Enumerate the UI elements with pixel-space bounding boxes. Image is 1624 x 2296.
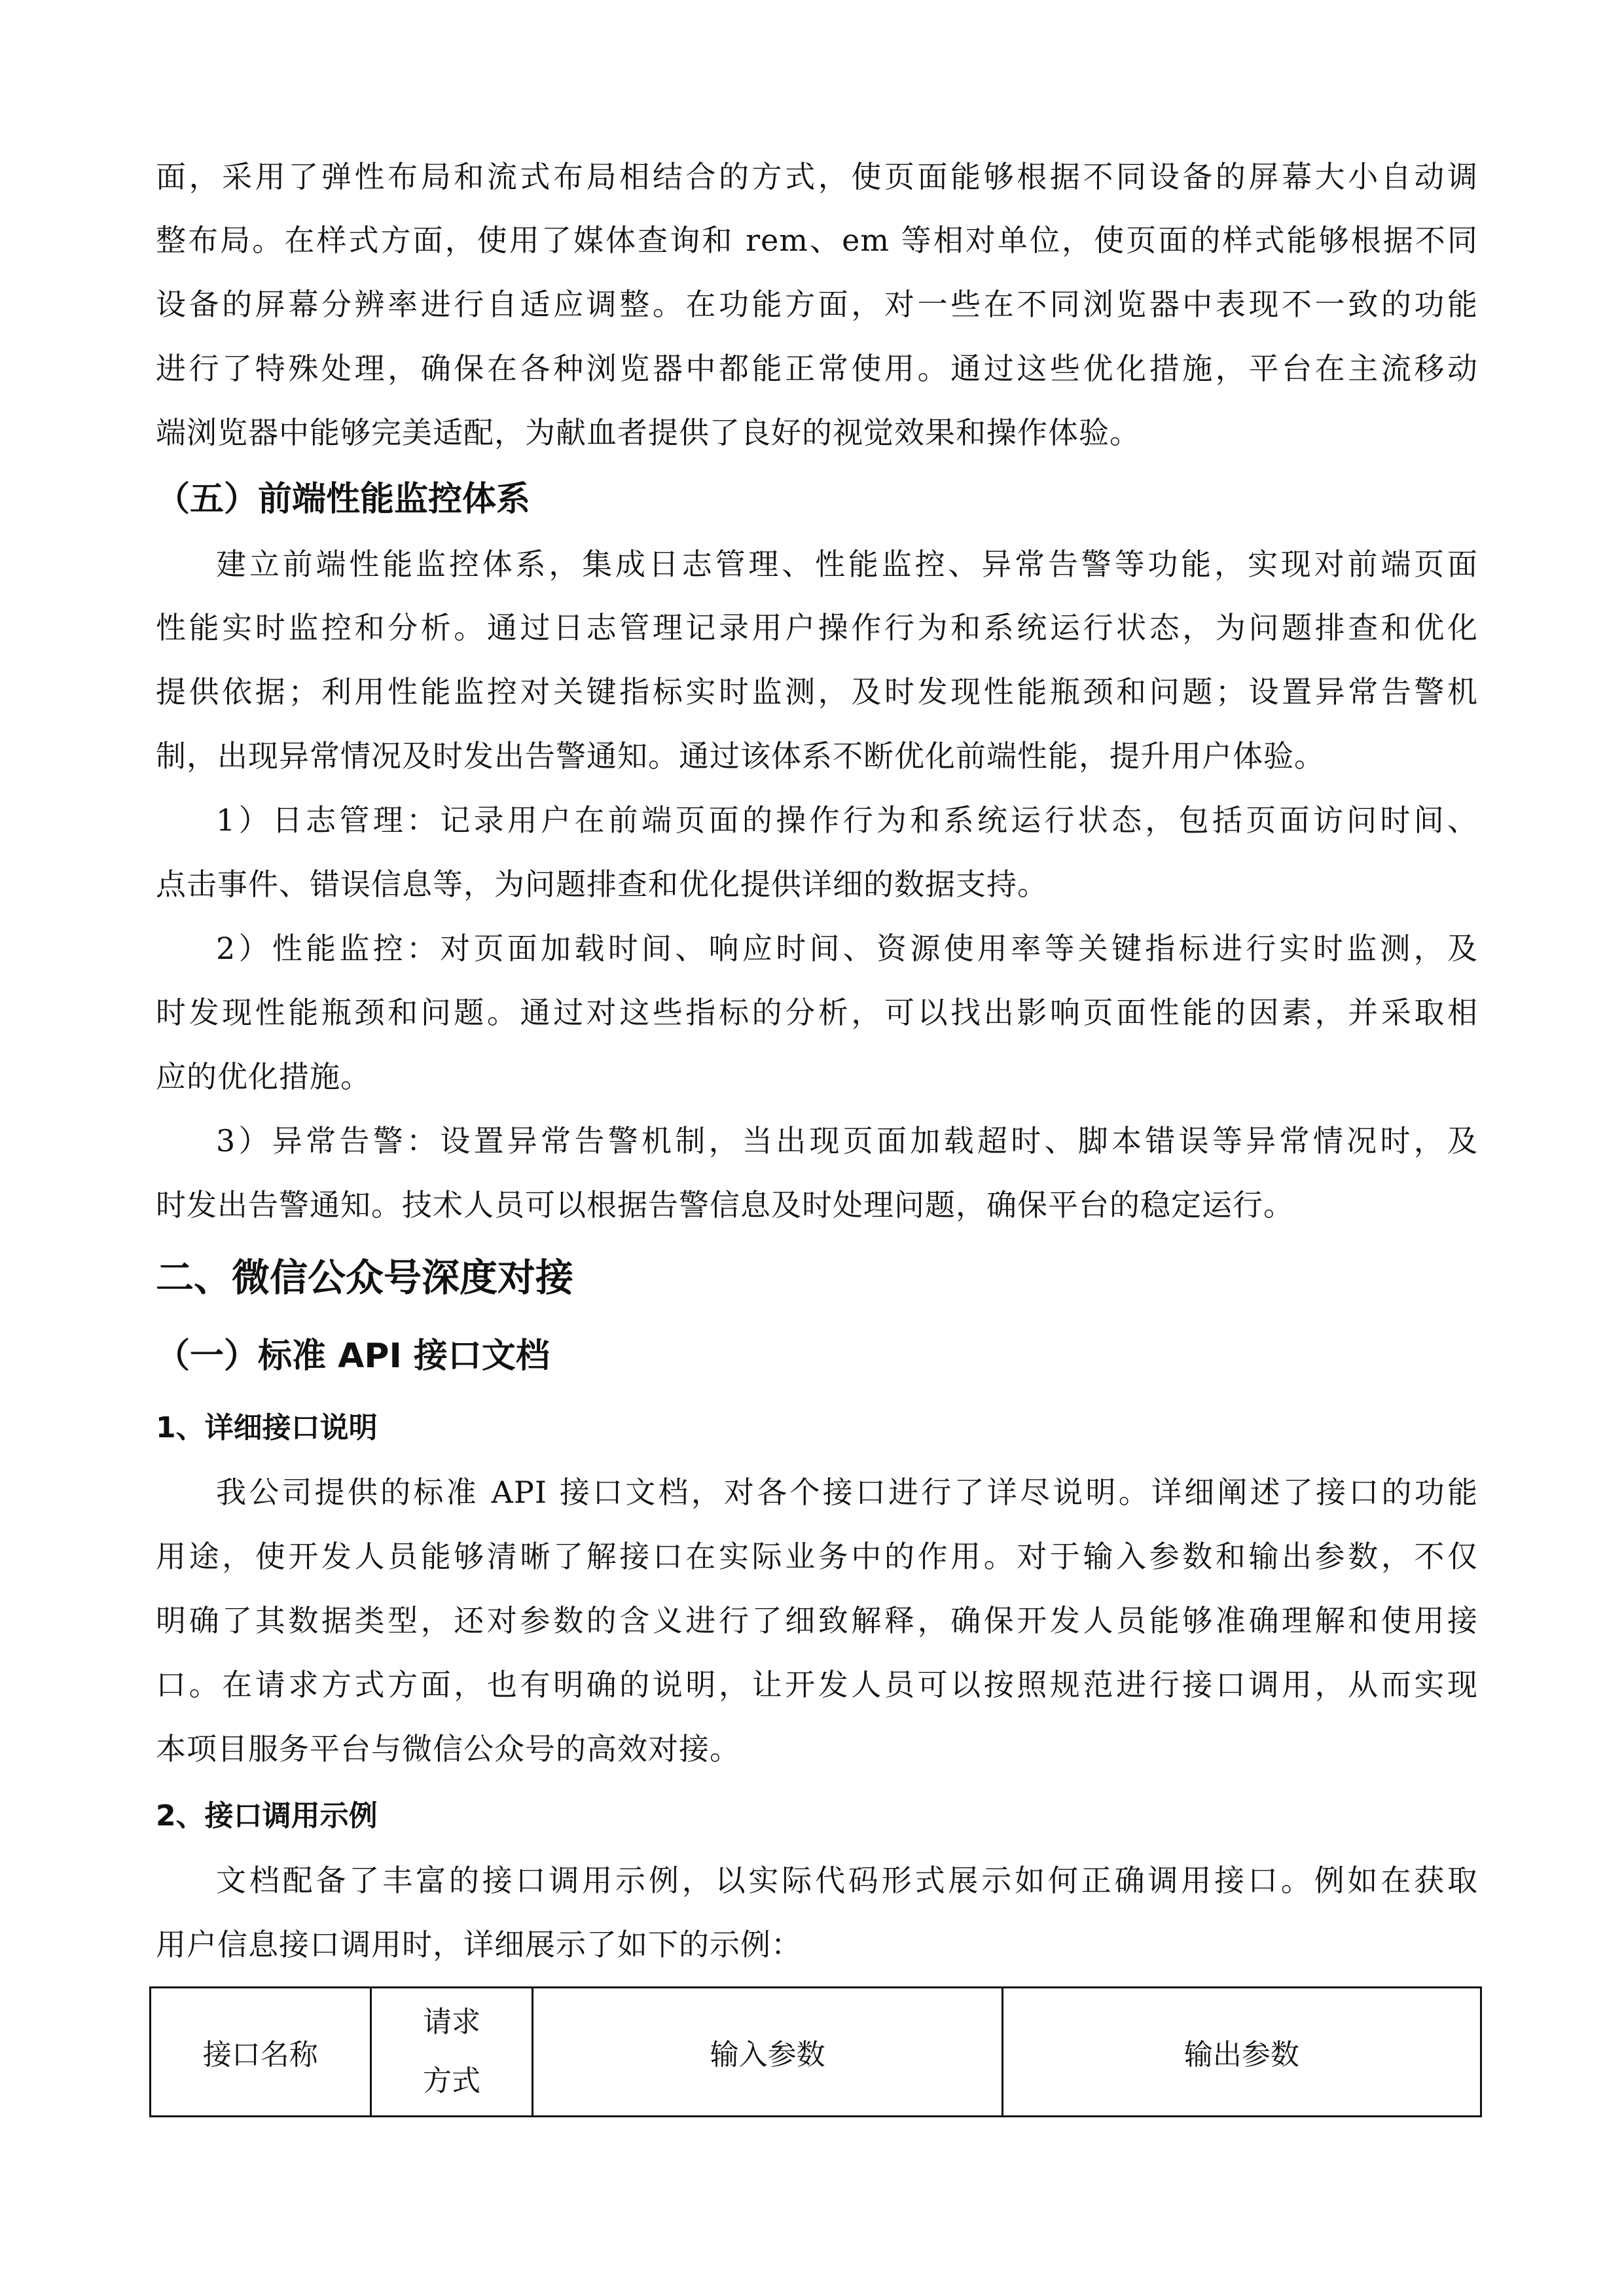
api-para-line-4: 口。在请求方式方面，也有明确的说明，让开发人员可以按照规范进行接口调用，从而实现 — [156, 1667, 1478, 1702]
item2-line-3: 应的优化措施。 — [156, 1059, 371, 1094]
item1-line-2: 点击事件、错误信息等，为问题排查和优化提供详细的数据支持。 — [156, 867, 1048, 902]
intro-line-5: 端浏览器中能够完美适配，为献血者提供了良好的视觉效果和操作体验。 — [156, 415, 1140, 450]
item3-line-2: 时发出告警通知。技术人员可以根据告警信息及时处理问题，确保平台的稳定运行。 — [156, 1187, 1294, 1223]
example-para-line-2: 用户信息接口调用时，详细展示了如下的示例： — [156, 1927, 802, 1962]
subheading-interface-description: 1、详细接口说明 — [156, 1411, 378, 1444]
table-header-method-text: 请求方式 — [423, 2005, 480, 2098]
intro-line-2: 整布局。在样式方面，使用了媒体查询和 rem、em 等相对单位，使页面的样式能够根据不同 — [156, 223, 1478, 258]
section5-para-line-1: 建立前端性能监控体系，集成日志管理、性能监控、异常告警等功能，实现对前端页面 — [216, 547, 1478, 582]
section5-para-line-4: 制，出现异常情况及时发出告警通知。通过该体系不断优化前端性能，提升用户体验。 — [156, 738, 1325, 774]
item3-line-1: 3）异常告警：设置异常告警机制，当出现页面加载超时、脚本错误等异常情况时，及 — [216, 1123, 1478, 1158]
table-header-input: 输入参数 — [533, 1988, 1002, 2117]
item2-line-2: 时发现性能瓶颈和问题。通过对这些指标的分析，可以找出影响页面性能的因素，并采取相 — [156, 995, 1478, 1030]
item1-line-1: 1）日志管理：记录用户在前端页面的操作行为和系统运行状态，包括页面访问时间、 — [216, 802, 1478, 838]
subheading-call-example: 2、接口调用示例 — [156, 1799, 378, 1833]
section5-para-line-3: 提供依据；利用性能监控对关键指标实时监测，及时发现性能瓶颈和问题；设置异常告警机 — [156, 674, 1478, 709]
api-para-line-5: 本项目服务平台与微信公众号的高效对接。 — [156, 1731, 740, 1767]
section-heading-5: （五）前端性能监控体系 — [156, 480, 531, 519]
table-header-name: 接口名称 — [151, 1988, 371, 2117]
api-table — [149, 1986, 1482, 2117]
item2-line-1: 2）性能监控：对页面加载时间、响应时间、资源使用率等关键指标进行实时监测，及 — [216, 931, 1478, 966]
table-header-method — [370, 1988, 533, 2117]
subsection-heading-1: （一）标准 API 接口文档 — [156, 1336, 550, 1376]
intro-line-3: 设备的屏幕分辨率进行自适应调整。在功能方面，对一些在不同浏览器中表现不一致的功能 — [156, 287, 1478, 322]
table-header-output: 输出参数 — [1002, 1988, 1481, 2117]
intro-line-4: 进行了特殊处理，确保在各种浏览器中都能正常使用。通过这些优化措施，平台在主流移动 — [156, 351, 1478, 386]
table-header-row — [151, 1988, 1481, 2117]
chapter-heading-2: 二、微信公众号深度对接 — [156, 1255, 574, 1300]
section5-para-line-2: 性能实时监控和分析。通过日志管理记录用户操作行为和系统运行状态，为问题排查和优化 — [156, 610, 1478, 645]
api-para-line-3: 明确了其数据类型，还对参数的含义进行了细致解释，确保开发人员能够准确理解和使用接 — [156, 1603, 1478, 1638]
api-para-line-1: 我公司提供的标准 API 接口文档，对各个接口进行了详尽说明。详细阐述了接口的功能 — [216, 1475, 1478, 1510]
api-para-line-2: 用途，使开发人员能够清晰了解接口在实际业务中的作用。对于输入参数和输出参数，不仅 — [156, 1539, 1478, 1574]
document-page — [156, 0, 1478, 2296]
intro-line-1: 面，采用了弹性布局和流式布局相结合的方式，使页面能够根据不同设备的屏幕大小自动调 — [156, 159, 1478, 194]
example-para-line-1: 文档配备了丰富的接口调用示例，以实际代码形式展示如何正确调用接口。例如在获取 — [216, 1863, 1478, 1898]
